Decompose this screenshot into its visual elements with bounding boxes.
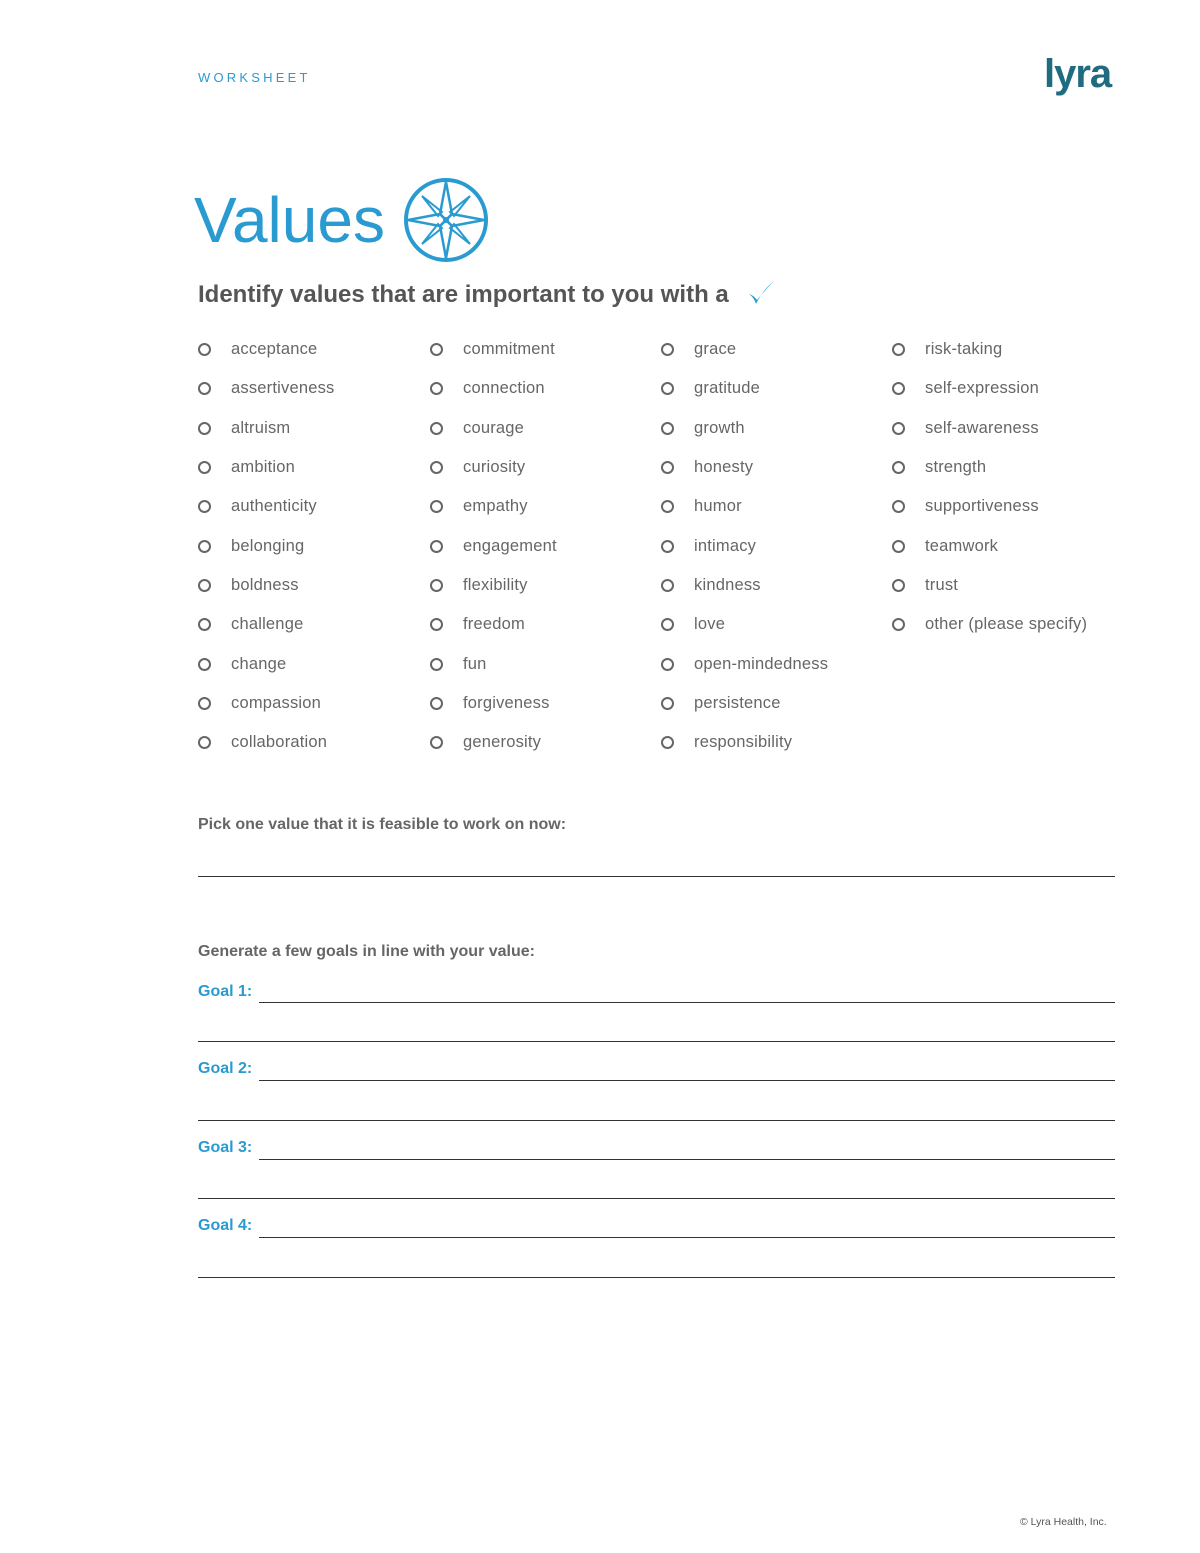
checkbox-circle-icon[interactable] xyxy=(661,382,674,395)
value-option[interactable] xyxy=(661,487,828,526)
value-option-label: collaboration xyxy=(231,733,328,752)
value-option[interactable] xyxy=(198,526,334,565)
value-option[interactable] xyxy=(661,409,828,448)
value-option[interactable] xyxy=(661,684,828,723)
value-option-label: commitment xyxy=(463,340,555,359)
goal-2-line-2[interactable] xyxy=(198,1120,1115,1121)
value-option-label: self-expression xyxy=(925,379,1039,398)
value-option[interactable] xyxy=(198,330,334,369)
value-option[interactable] xyxy=(892,487,1087,526)
goal-1-label: Goal 1: xyxy=(198,983,253,1000)
value-option[interactable] xyxy=(892,605,1087,644)
value-option-label: curiosity xyxy=(463,458,526,477)
checkbox-circle-icon[interactable] xyxy=(198,658,211,671)
checkbox-circle-icon[interactable] xyxy=(892,540,905,553)
checkbox-circle-icon[interactable] xyxy=(892,343,905,356)
value-option[interactable] xyxy=(892,330,1087,369)
checkbox-circle-icon[interactable] xyxy=(430,618,443,631)
copyright-footer: © Lyra Health, Inc. xyxy=(1020,1516,1107,1528)
value-option[interactable] xyxy=(430,409,557,448)
page-title: Values xyxy=(194,184,385,256)
value-option[interactable] xyxy=(661,526,828,565)
value-option[interactable] xyxy=(430,605,557,644)
value-option[interactable] xyxy=(430,330,557,369)
value-option[interactable] xyxy=(198,369,334,408)
checkbox-circle-icon[interactable] xyxy=(430,422,443,435)
pick-value-line[interactable] xyxy=(198,876,1115,877)
value-option[interactable] xyxy=(892,566,1087,605)
value-option[interactable] xyxy=(892,409,1087,448)
checkbox-circle-icon[interactable] xyxy=(661,579,674,592)
checkbox-circle-icon[interactable] xyxy=(430,697,443,710)
checkbox-circle-icon[interactable] xyxy=(430,500,443,513)
value-option-label: intimacy xyxy=(694,536,757,555)
value-option-label: supportiveness xyxy=(925,497,1039,516)
checkbox-circle-icon[interactable] xyxy=(892,618,905,631)
value-option[interactable] xyxy=(430,566,557,605)
checkbox-circle-icon[interactable] xyxy=(661,500,674,513)
value-option[interactable] xyxy=(661,644,828,683)
compass-icon xyxy=(402,176,490,264)
value-option[interactable] xyxy=(198,566,334,605)
value-option-label: kindness xyxy=(694,575,761,594)
value-option[interactable] xyxy=(430,684,557,723)
lyra-logo: lyra xyxy=(1044,52,1112,96)
value-option-label: empathy xyxy=(463,497,528,516)
checkbox-circle-icon[interactable] xyxy=(198,461,211,474)
value-option[interactable] xyxy=(198,684,334,723)
checkbox-circle-icon[interactable] xyxy=(198,579,211,592)
value-option[interactable] xyxy=(661,448,828,487)
value-option-label: humor xyxy=(694,497,742,516)
value-option-label: ambition xyxy=(231,458,295,477)
checkbox-circle-icon[interactable] xyxy=(198,697,211,710)
value-option-label: responsibility xyxy=(694,733,793,752)
checkbox-circle-icon[interactable] xyxy=(661,422,674,435)
value-option-label: open-mindedness xyxy=(694,654,829,673)
goal-2-line[interactable] xyxy=(259,1080,1115,1081)
checkbox-circle-icon[interactable] xyxy=(892,422,905,435)
value-option-label: authenticity xyxy=(231,497,317,516)
value-option-label: strength xyxy=(925,458,987,477)
value-option-label: growth xyxy=(694,418,745,437)
worksheet-label: WORKSHEET xyxy=(198,70,311,85)
value-option-label: persistence xyxy=(694,693,781,712)
value-option-label: love xyxy=(694,615,726,634)
checkbox-circle-icon[interactable] xyxy=(430,461,443,474)
value-option[interactable] xyxy=(430,487,557,526)
checkbox-circle-icon[interactable] xyxy=(661,461,674,474)
value-option[interactable] xyxy=(198,448,334,487)
checkbox-circle-icon[interactable] xyxy=(430,579,443,592)
checkbox-circle-icon[interactable] xyxy=(198,343,211,356)
value-option[interactable] xyxy=(892,526,1087,565)
value-option-label: other (please specify) xyxy=(925,615,1088,634)
value-option[interactable] xyxy=(198,644,334,683)
value-option-label: change xyxy=(231,654,287,673)
value-option[interactable] xyxy=(198,487,334,526)
value-option[interactable] xyxy=(430,448,557,487)
checkbox-circle-icon[interactable] xyxy=(892,579,905,592)
value-option[interactable] xyxy=(430,369,557,408)
goal-2-label: Goal 2: xyxy=(198,1060,253,1077)
goal-3-line-2[interactable] xyxy=(198,1198,1115,1199)
values-column-1 xyxy=(198,330,334,762)
checkbox-circle-icon[interactable] xyxy=(198,500,211,513)
values-column-2 xyxy=(430,330,557,762)
value-option[interactable] xyxy=(661,723,828,762)
goal-1-line[interactable] xyxy=(259,1002,1115,1003)
goal-3-line[interactable] xyxy=(259,1159,1115,1160)
value-option[interactable] xyxy=(661,369,828,408)
goal-4-line-2[interactable] xyxy=(198,1277,1115,1278)
value-option-label: fun xyxy=(463,654,487,673)
checkbox-circle-icon[interactable] xyxy=(430,540,443,553)
checkbox-circle-icon[interactable] xyxy=(661,658,674,671)
goal-4-line[interactable] xyxy=(259,1237,1115,1238)
value-option-label: challenge xyxy=(231,615,304,634)
value-option-label: grace xyxy=(694,340,737,359)
value-option-label: honesty xyxy=(694,458,754,477)
value-option-label: trust xyxy=(925,575,959,594)
value-option[interactable] xyxy=(661,605,828,644)
value-option[interactable] xyxy=(430,644,557,683)
checkbox-circle-icon[interactable] xyxy=(198,540,211,553)
value-option-label: forgiveness xyxy=(463,693,550,712)
goal-1-line-2[interactable] xyxy=(198,1041,1115,1042)
value-option-label: teamwork xyxy=(925,536,999,555)
value-option[interactable] xyxy=(430,526,557,565)
checkbox-circle-icon[interactable] xyxy=(430,736,443,749)
value-option-label: gratitude xyxy=(694,379,761,398)
value-option-label: generosity xyxy=(463,733,542,752)
value-option[interactable] xyxy=(892,448,1087,487)
goal-4-label: Goal 4: xyxy=(198,1217,253,1234)
checkbox-circle-icon[interactable] xyxy=(661,540,674,553)
checkbox-circle-icon[interactable] xyxy=(892,461,905,474)
checkbox-circle-icon[interactable] xyxy=(430,658,443,671)
checkbox-circle-icon[interactable] xyxy=(198,382,211,395)
value-option-label: freedom xyxy=(463,615,525,634)
value-option-label: connection xyxy=(463,379,545,398)
value-option-label: compassion xyxy=(231,693,322,712)
values-column-4 xyxy=(892,330,1087,644)
value-option[interactable] xyxy=(198,723,334,762)
checkbox-circle-icon[interactable] xyxy=(661,736,674,749)
value-option-label: acceptance xyxy=(231,340,318,359)
checkbox-circle-icon[interactable] xyxy=(198,422,211,435)
value-option[interactable] xyxy=(892,369,1087,408)
value-option[interactable] xyxy=(661,330,828,369)
value-option[interactable] xyxy=(430,723,557,762)
value-option[interactable] xyxy=(661,566,828,605)
value-option-label: flexibility xyxy=(463,575,528,594)
value-option-label: engagement xyxy=(463,536,557,555)
checkbox-circle-icon[interactable] xyxy=(198,736,211,749)
value-option-label: altruism xyxy=(231,418,291,437)
value-option-label: belonging xyxy=(231,536,305,555)
instruction-heading: Identify values that are important to you with a xyxy=(198,281,729,308)
goal-3-label: Goal 3: xyxy=(198,1139,253,1156)
checkbox-circle-icon[interactable] xyxy=(430,343,443,356)
checkbox-circle-icon[interactable] xyxy=(661,697,674,710)
value-option-label: courage xyxy=(463,418,525,437)
value-option-label: risk-taking xyxy=(925,340,1003,359)
checkbox-circle-icon[interactable] xyxy=(661,343,674,356)
checkbox-circle-icon[interactable] xyxy=(430,382,443,395)
generate-goals-prompt: Generate a few goals in line with your value: xyxy=(198,943,535,960)
checkmark-icon xyxy=(746,278,776,308)
value-option-label: boldness xyxy=(231,575,299,594)
checkbox-circle-icon[interactable] xyxy=(892,382,905,395)
value-option-label: self-awareness xyxy=(925,418,1039,437)
value-option-label: assertiveness xyxy=(231,379,335,398)
value-option[interactable] xyxy=(198,409,334,448)
value-option[interactable] xyxy=(198,605,334,644)
values-column-3 xyxy=(661,330,828,762)
checkbox-circle-icon[interactable] xyxy=(892,500,905,513)
pick-value-prompt: Pick one value that it is feasible to work on now: xyxy=(198,816,567,833)
checkbox-circle-icon[interactable] xyxy=(661,618,674,631)
checkbox-circle-icon[interactable] xyxy=(198,618,211,631)
